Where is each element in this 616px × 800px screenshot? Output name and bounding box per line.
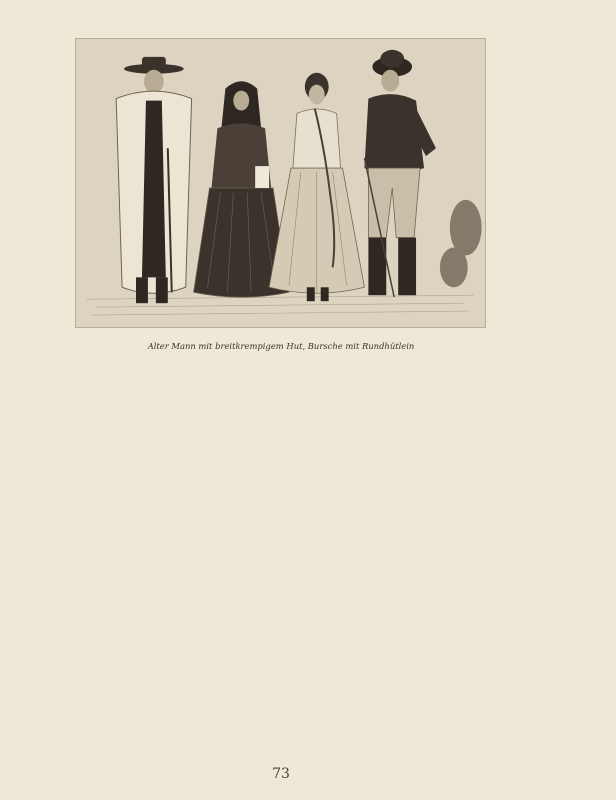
engraving-drawing (76, 39, 485, 327)
page-number: 73 (272, 766, 290, 782)
illustration-caption: Alter Mann mit breitkrempigem Hut, Bursche mit Rundhütlein (147, 341, 415, 351)
engraving-illustration (75, 38, 486, 328)
